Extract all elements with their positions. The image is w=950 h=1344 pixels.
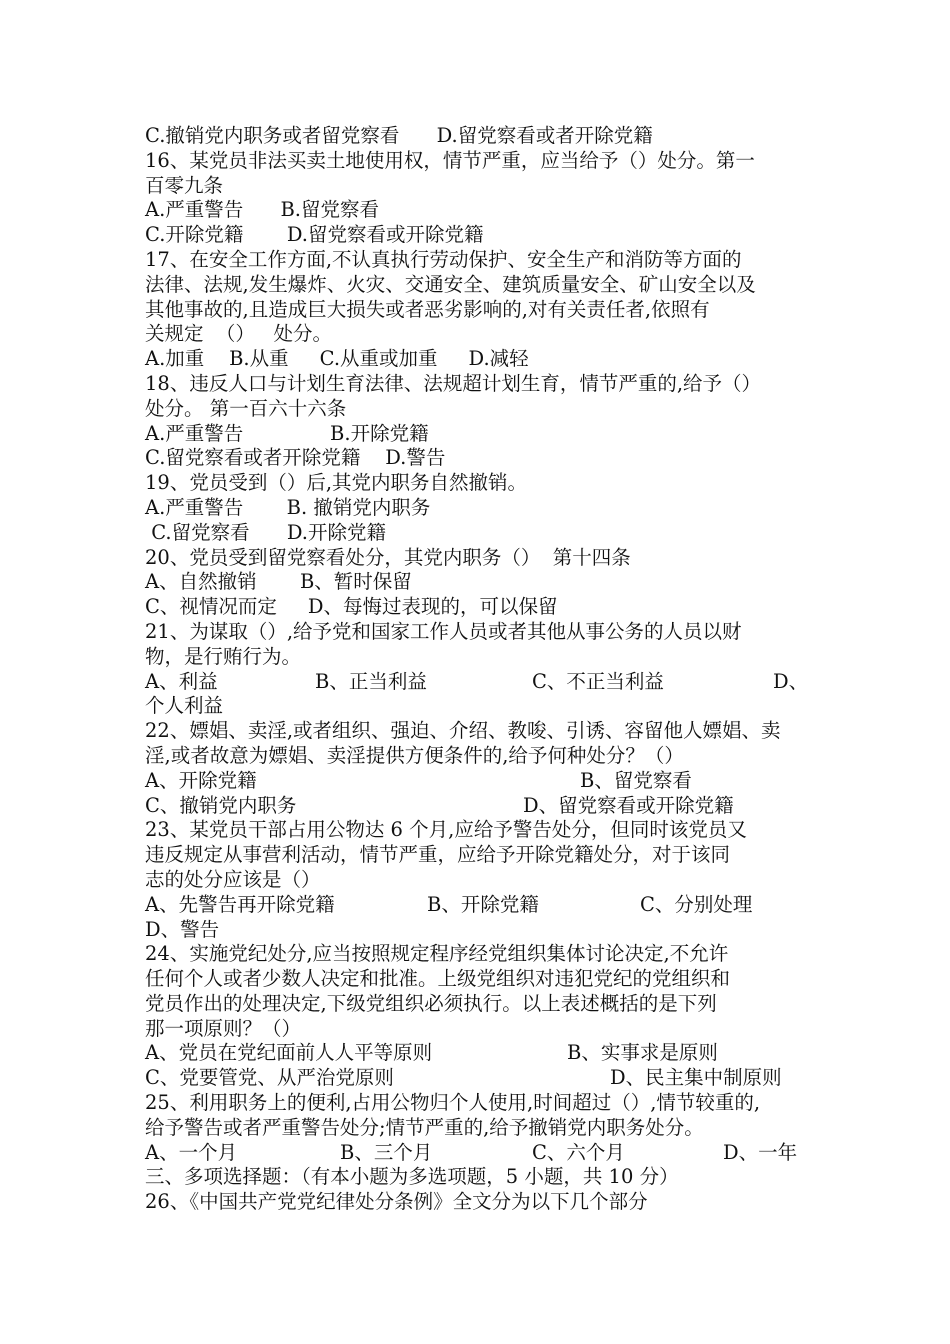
options-row xyxy=(145,1041,820,1066)
text-line: 淫,或者故意为嫖娼、卖淫提供方便条件的,给予何种处分？（） xyxy=(145,743,684,767)
text-line: 22、嫖娼、卖淫,或者组织、强迫、介绍、教唆、引诱、容留他人嫖娼、卖 xyxy=(145,719,781,743)
option-text: B、留党察看 xyxy=(580,768,692,792)
text-line: 21、为谋取（）,给予党和国家工作人员或者其他从事公务的人员以财 xyxy=(145,619,742,643)
text-line: 17、在安全工作方面,不认真执行劳动保护、安全生产和消防等方面的 xyxy=(145,247,742,271)
option-text: A、利益 xyxy=(145,669,218,693)
text-line: 给予警告或者严重警告处分;情节严重的,给予撤销党内职务处分。 xyxy=(145,1115,704,1139)
text-line: 任何个人或者少数人决定和批准。上级党组织对违犯党纪的党组织和 xyxy=(145,967,731,991)
option-text: A、先警告再开除党籍 xyxy=(145,892,335,916)
text-line: 处分。 第一百六十六条 xyxy=(145,396,347,420)
text-line: D、警告 xyxy=(145,917,220,941)
option-text: D、一年 xyxy=(723,1140,798,1164)
option-text: B、正当利益 xyxy=(315,669,427,693)
text-line: 19、党员受到（）后,其党内职务自然撤销。 xyxy=(145,471,528,495)
option-text: C、六个月 xyxy=(532,1140,625,1164)
text-line: 法律、法规,发生爆炸、火灾、交通安全、建筑质量安全、矿山安全以及 xyxy=(145,272,756,296)
option-text: C、党要管党、从严治党原则 xyxy=(145,1066,394,1090)
exam-text-body xyxy=(145,124,820,1215)
text-line: C.留党察看或者开除党籍 D.警告 xyxy=(145,446,446,470)
option-text: A、党员在党纪面前人人平等原则 xyxy=(145,1041,433,1065)
text-line: 25、利用职务上的便利,占用公物归个人使用,时间超过（）,情节较重的, xyxy=(145,1091,761,1115)
text-line: 那一项原则？（） xyxy=(145,1016,302,1040)
option-text: B、三个月 xyxy=(340,1140,433,1164)
option-text: D、民主集中制原则 xyxy=(610,1066,782,1090)
text-line: 物，是行贿行为。 xyxy=(145,644,302,668)
option-text: B、开除党籍 xyxy=(427,892,539,916)
text-line: A、自然撤销 B、暂时保留 xyxy=(145,570,412,594)
text-line: 18、违反人口与计划生育法律、法规超计划生育，情节严重的,给予（） xyxy=(145,371,762,395)
text-line: A.严重警告 B. 撤销党内职务 xyxy=(145,495,431,519)
text-line: C、视情况而定 D、每悔过表现的，可以保留 xyxy=(145,595,558,619)
option-text: C、不正当利益 xyxy=(532,669,664,693)
option-text: A、一个月 xyxy=(145,1140,238,1164)
text-line: 关规定 （） 处分。 xyxy=(145,322,332,346)
text-line: 违反规定从事营利活动，情节严重，应给予开除党籍处分，对于该同 xyxy=(145,843,731,867)
option-text: C、分别处理 xyxy=(640,892,753,916)
text-line: 16、某党员非法买卖土地使用权，情节严重，应当给予（）处分。第一 xyxy=(145,148,755,172)
options-row xyxy=(145,893,820,918)
options-row xyxy=(145,769,820,794)
text-line: C.留党察看 D.开除党籍 xyxy=(145,520,386,544)
text-line: 26、《中国共产党党纪律处分条例》全文分为以下几个部分 xyxy=(145,1190,648,1214)
options-row xyxy=(145,1066,820,1091)
text-line: 个人利益 xyxy=(145,694,224,718)
text-line: 20、党员受到留党察看处分，其党内职务（） 第十四条 xyxy=(145,545,631,569)
text-line: A.严重警告 B.开除党籍 xyxy=(145,421,429,445)
options-row xyxy=(145,1141,820,1166)
option-text: A、开除党籍 xyxy=(145,768,257,792)
text-line: 23、某党员干部占用公物达 6 个月,应给予警告处分，但同时该党员又 xyxy=(145,818,747,842)
options-row xyxy=(145,794,820,819)
text-line: 24、实施党纪处分,应当按照规定程序经党组织集体讨论决定,不允许 xyxy=(145,942,729,966)
options-row xyxy=(145,670,820,695)
option-text: B、实事求是原则 xyxy=(567,1041,718,1065)
option-text: D、 xyxy=(773,669,809,693)
text-line: 百零九条 xyxy=(145,173,224,197)
option-text: D、留党察看或开除党籍 xyxy=(523,793,734,817)
text-line: C.撤销党内职务或者留党察看 D.留党察看或者开除党籍 xyxy=(145,124,653,147)
text-line: A.严重警告 B.留党察看 xyxy=(145,198,380,222)
text-line: A.加重 B.从重 C.从重或加重 D.减轻 xyxy=(145,347,529,371)
text-line: 党员作出的处理决定,下级党组织必须执行。以上表述概括的是下列 xyxy=(145,991,717,1015)
text-line: 其他事故的,且造成巨大损失或者恶劣影响的,对有关责任者,依照有 xyxy=(145,297,710,321)
text-line: C.开除党籍 D.留党察看或开除党籍 xyxy=(145,223,484,247)
text-line: 志的处分应该是（） xyxy=(145,867,321,891)
option-text: C、撤销党内职务 xyxy=(145,793,297,817)
text-line: 三、多项选择题：（有本小题为多选项题，5 小题，共 10 分） xyxy=(145,1165,679,1189)
